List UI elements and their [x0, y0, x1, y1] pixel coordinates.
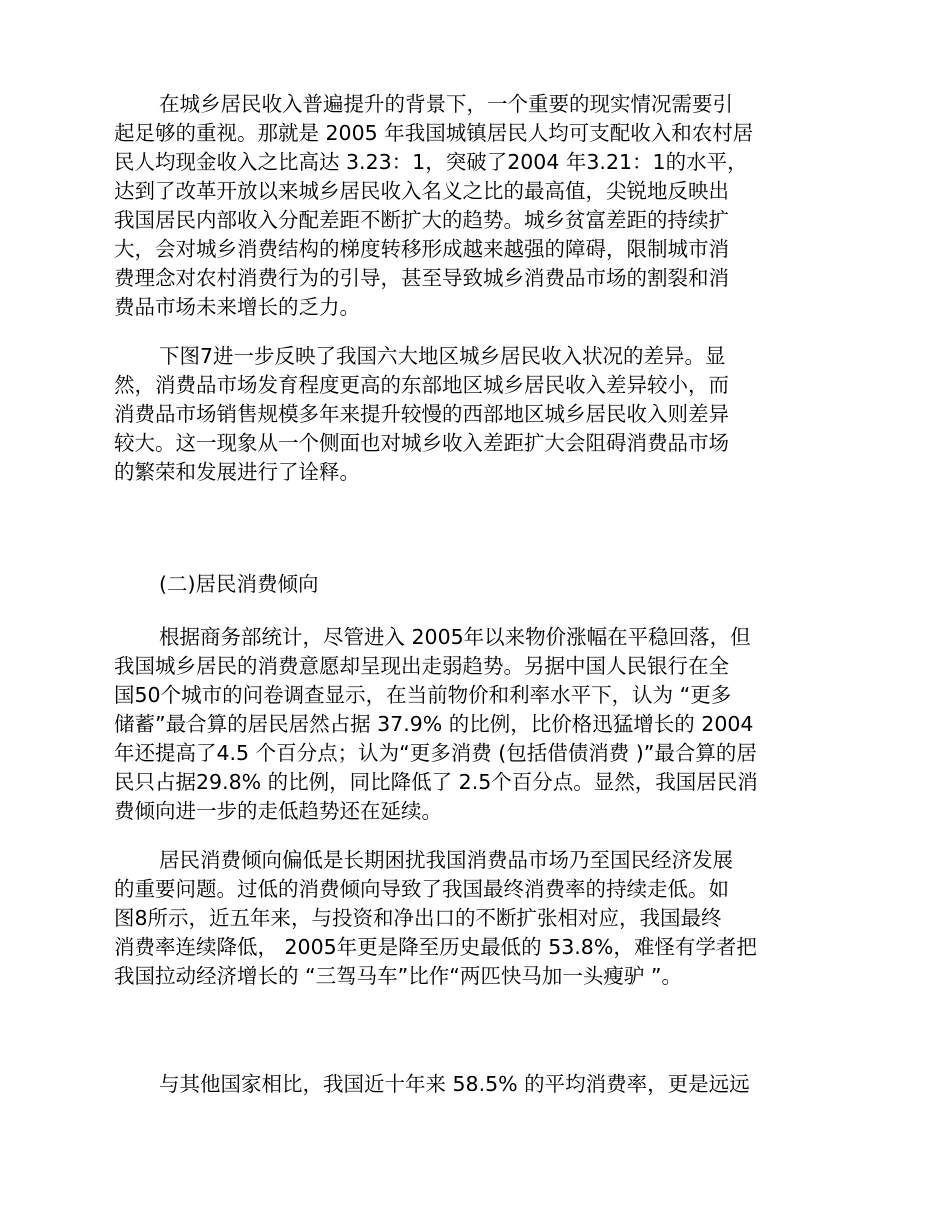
text-line: 大，会对城乡消费结构的梯度转移形成越来越强的障碍，限制城市消: [114, 237, 729, 261]
text-line: 储蓄”最合算的居民居然占据 37.9% 的比例，比价格迅猛增长的 2004: [114, 712, 754, 736]
text-line: 的繁荣和发展进行了诠释。: [114, 460, 360, 484]
text-line: 然，消费品市场发育程度更高的东部地区城乡居民收入差异较小，而: [114, 373, 729, 397]
text-line: 我国拉动经济增长的 “三驾马车”比作“两匹快马加一头瘦驴 ”。: [114, 964, 683, 988]
paragraph-regional-difference: [114, 342, 832, 487]
text-line: 较大。这一现象从一个侧面也对城乡收入差距扩大会阻碍消费品市场: [114, 431, 729, 455]
text-line: 图8所示，近五年来，与投资和净出口的不断扩张相对应，我国最终: [114, 906, 722, 930]
paragraph-international-comparison: [114, 1070, 832, 1099]
text-line: 国50个城市的问卷调查显示，在当前物价和利率水平下，认为 “更多: [114, 683, 732, 707]
text-line: 起足够的重视。那就是 2005 年我国城镇居民人均可支配收入和农村居: [114, 121, 754, 145]
text-line: 费理念对农村消费行为的引导，甚至导致城乡消费品市场的割裂和消: [114, 266, 729, 290]
text-line: 与其他国家相比，我国近十年来 58.5% 的平均消费率，更是远远: [159, 1072, 750, 1096]
text-line: 费品市场未来增长的乏力。: [114, 295, 360, 319]
text-line: 费倾向进一步的走低趋势还在延续。: [114, 799, 442, 823]
paragraph-consumption-rate: [114, 846, 832, 991]
text-line: 在城乡居民收入普遍提升的背景下，一个重要的现实情况需要引: [159, 92, 733, 116]
text-line: 下图7进一步反映了我国六大地区城乡居民收入状况的差异。显: [159, 344, 726, 368]
text-line: 根据商务部统计，尽管进入 2005年以来物价涨幅在平稳回落，但: [159, 625, 751, 649]
text-line: 的重要问题。过低的消费倾向导致了我国最终消费率的持续走低。如: [114, 877, 729, 901]
text-line: 居民消费倾向偏低是长期困扰我国消费品市场乃至国民经济发展: [159, 848, 733, 872]
text-line: 年还提高了4.5 个百分点；认为“更多消费 (包括借债消费 )”最合算的居: [114, 741, 757, 765]
paragraph-consumption-willingness: [114, 623, 832, 826]
section-heading: (二)居民消费倾向: [159, 572, 319, 596]
text-line: 消费品市场销售规模多年来提升较慢的西部地区城乡居民收入则差异: [114, 402, 729, 426]
text-line: 达到了改革开放以来城乡居民收入名义之比的最高值，尖锐地反映出: [114, 179, 729, 203]
text-line: 我国城乡居民的消费意愿却呈现出走弱趋势。另据中国人民银行在全: [114, 654, 729, 678]
text-line: 民只占据29.8% 的比例，同比降低了 2.5个百分点。显然，我国居民消: [114, 770, 758, 794]
text-line: 民人均现金收入之比高达 3.23：1，突破了2004 年3.21：1的水平，: [114, 150, 748, 174]
text-line: 消费率连续降低， 2005年更是降至历史最低的 53.8%，难怪有学者把: [114, 935, 757, 959]
paragraph-income-gap: [114, 90, 832, 322]
text-line: 我国居民内部收入分配差距不断扩大的趋势。城乡贫富差距的持续扩: [114, 208, 729, 232]
